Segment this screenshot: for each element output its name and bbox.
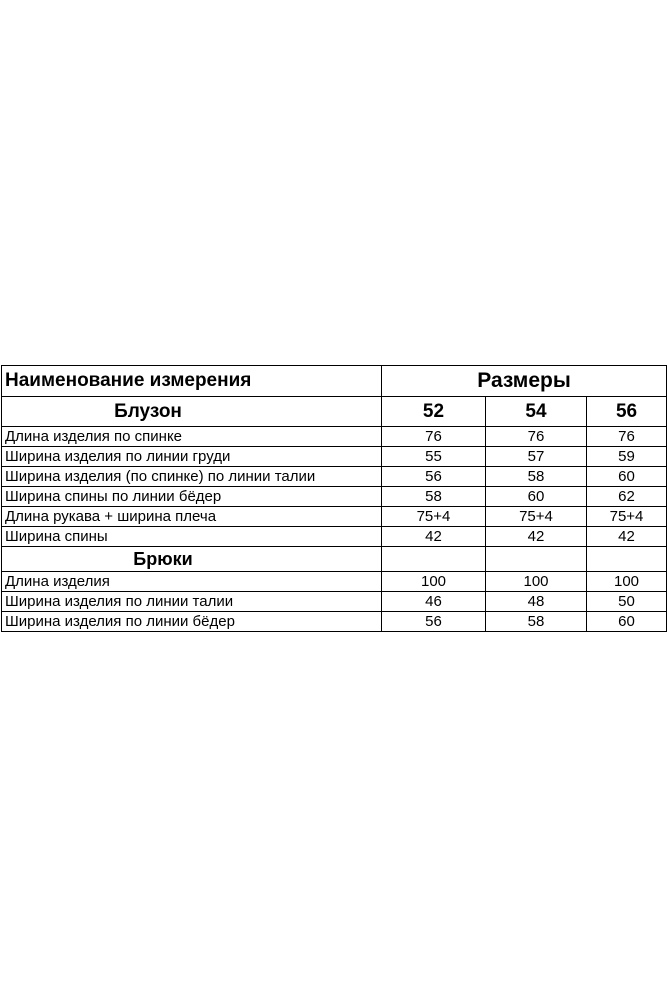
measurement-label: Ширина изделия (по спинке) по линии талии bbox=[2, 467, 382, 487]
empty-cell bbox=[486, 547, 587, 572]
measurement-label: Длина рукава + ширина плеча bbox=[2, 507, 382, 527]
table-row bbox=[2, 612, 667, 632]
measurement-name-header: Наименование измерения bbox=[2, 366, 382, 397]
table-row bbox=[2, 467, 667, 487]
empty-cell bbox=[587, 547, 667, 572]
measurement-label: Ширина спины по линии бёдер bbox=[2, 487, 382, 507]
measurement-label: Ширина спины bbox=[2, 527, 382, 547]
measurement-value: 50 bbox=[587, 592, 667, 612]
measurement-label: Длина изделия bbox=[2, 572, 382, 592]
measurement-value: 42 bbox=[486, 527, 587, 547]
measurement-value: 48 bbox=[486, 592, 587, 612]
table-row bbox=[2, 592, 667, 612]
measurement-label: Ширина изделия по линии талии bbox=[2, 592, 382, 612]
measurement-value: 76 bbox=[382, 427, 486, 447]
table-row bbox=[2, 487, 667, 507]
table-row bbox=[2, 447, 667, 467]
measurement-value: 75+4 bbox=[486, 507, 587, 527]
measurement-value: 75+4 bbox=[587, 507, 667, 527]
measurement-value: 56 bbox=[382, 467, 486, 487]
measurement-value: 58 bbox=[486, 612, 587, 632]
measurement-value: 76 bbox=[486, 427, 587, 447]
measurement-label: Длина изделия по спинке bbox=[2, 427, 382, 447]
measurement-value: 56 bbox=[382, 612, 486, 632]
table-row bbox=[2, 527, 667, 547]
section-row-blouson bbox=[2, 397, 667, 427]
size-56: 56 bbox=[587, 397, 667, 427]
measurement-value: 100 bbox=[587, 572, 667, 592]
measurement-value: 60 bbox=[587, 612, 667, 632]
sizes-header: Размеры bbox=[382, 366, 667, 397]
measurement-label: Ширина изделия по линии груди bbox=[2, 447, 382, 467]
measurement-value: 76 bbox=[587, 427, 667, 447]
measurement-value: 62 bbox=[587, 487, 667, 507]
empty-cell bbox=[382, 547, 486, 572]
measurement-value: 46 bbox=[382, 592, 486, 612]
measurement-value: 57 bbox=[486, 447, 587, 467]
measurement-value: 58 bbox=[382, 487, 486, 507]
measurement-value: 100 bbox=[486, 572, 587, 592]
table-row bbox=[2, 572, 667, 592]
size-chart-table bbox=[1, 365, 667, 632]
table-row bbox=[2, 507, 667, 527]
measurement-value: 75+4 bbox=[382, 507, 486, 527]
size-54: 54 bbox=[486, 397, 587, 427]
section-title: Брюки bbox=[2, 547, 382, 572]
measurement-value: 100 bbox=[382, 572, 486, 592]
size-52: 52 bbox=[382, 397, 486, 427]
table-header-row bbox=[2, 366, 667, 397]
section-row-trousers bbox=[2, 547, 667, 572]
table-row bbox=[2, 427, 667, 447]
section-title: Блузон bbox=[2, 397, 382, 427]
measurement-value: 59 bbox=[587, 447, 667, 467]
measurement-value: 60 bbox=[587, 467, 667, 487]
measurement-label: Ширина изделия по линии бёдер bbox=[2, 612, 382, 632]
measurement-value: 42 bbox=[587, 527, 667, 547]
measurement-value: 55 bbox=[382, 447, 486, 467]
measurement-value: 42 bbox=[382, 527, 486, 547]
measurement-value: 58 bbox=[486, 467, 587, 487]
measurement-value: 60 bbox=[486, 487, 587, 507]
